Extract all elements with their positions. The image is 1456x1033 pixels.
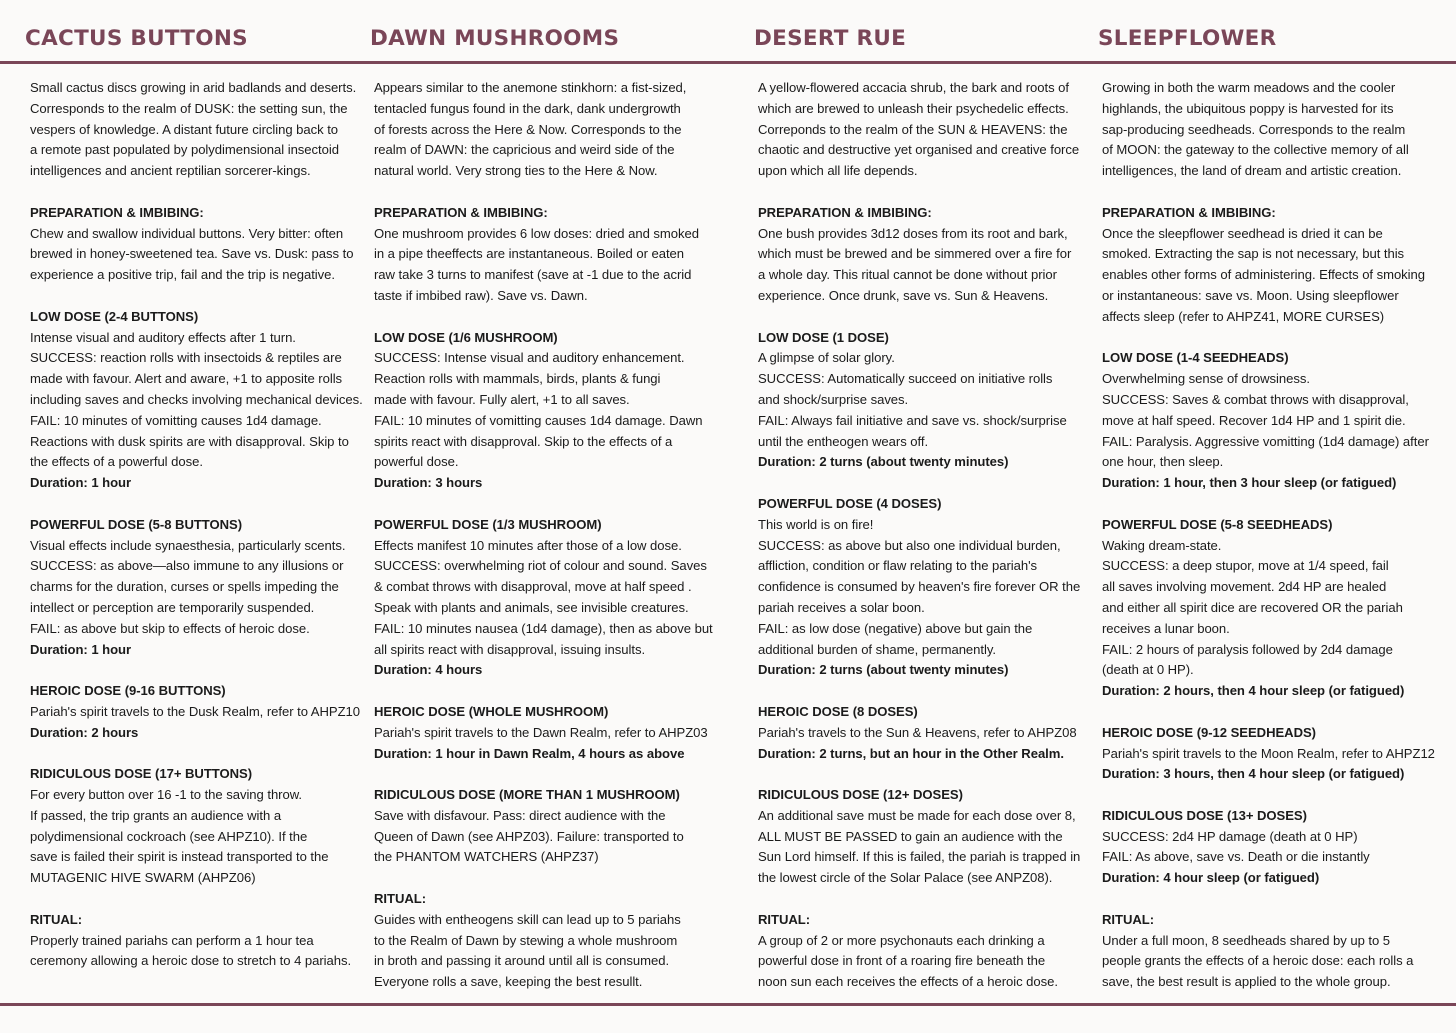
column-body <box>1102 78 1436 1014</box>
text-line: Pariah's spirit travels to the Dawn Realm, refer to AHPZ03 <box>374 724 708 740</box>
text-line: A group of 2 or more psychonauts each drinking a <box>758 932 1045 948</box>
text-line: If passed, the trip grants an audience with a <box>30 807 282 823</box>
text-line: & combat throws with disapproval, move at half speed . <box>374 579 692 595</box>
section-heroic <box>1102 723 1436 785</box>
text-line: experience. Once drunk, save vs. Sun & Heavens. <box>758 287 1049 303</box>
section-heroic <box>30 681 364 743</box>
text-line: Corresponds to the realm of DUSK: the setting sun, the <box>30 100 348 116</box>
section-heading: POWERFUL DOSE (4 DOSES) <box>758 495 942 511</box>
text-line: Intense visual and auditory effects after 1 turn. <box>30 329 296 345</box>
text-line: in a pipe theeffects are instantaneous. Boiled or eaten <box>374 246 685 262</box>
text-line: sap-producing seedheads. Corresponds to the realm <box>1102 121 1406 137</box>
section-prep <box>758 203 1092 307</box>
text-line: experience a positive trip, fail and the trip is negative. <box>30 267 335 283</box>
text-line: FAIL: as above but skip to effects of heroic dose. <box>30 620 310 636</box>
text-line: made with favour. Alert and aware, +1 to apposite rolls <box>30 371 343 387</box>
text-line: FAIL: As above, save vs. Death or die instantly <box>1102 849 1370 865</box>
section-prep <box>30 203 364 286</box>
text-line: Reactions with dusk spirits are with disapproval. Skip to <box>30 433 349 449</box>
text-line: intellect or perception are temporarily suspended. <box>30 599 315 615</box>
text-line: or instantaneous: save vs. Moon. Using sleepflower <box>1102 287 1399 303</box>
text-line: SUCCESS: as above—also immune to any illusions or <box>30 558 344 574</box>
text-line: Correponds to the realm of the SUN & HEAVENS: the <box>758 121 1068 137</box>
text-line: including saves and checks involving mechanical devices. <box>30 391 363 407</box>
section-heading: LOW DOSE (1 DOSE) <box>758 329 889 345</box>
section-heading: LOW DOSE (2-4 BUTTONS) <box>30 308 199 324</box>
text-line: and shock/surprise saves. <box>758 391 909 407</box>
text-line: SUCCESS: as above but also one individual burden, <box>758 537 1061 553</box>
text-line: noon sun each receives the effects of a heroic dose. <box>758 974 1058 990</box>
text-line: intelligences, the land of dream and artistic creation. <box>1102 163 1402 179</box>
section-low <box>758 328 1092 474</box>
text-line: FAIL: as low dose (negative) above but gain the <box>758 620 1033 636</box>
text-line: Waking dream-state. <box>1102 537 1222 553</box>
section-heading: RITUAL: <box>30 911 83 927</box>
text-line: Pariah's spirit travels to the Dusk Realm, refer to AHPZ10 <box>30 703 360 719</box>
text-line: Visual effects include synaesthesia, particularly scents. <box>30 537 346 553</box>
duration-line: Duration: 4 hours <box>374 662 483 678</box>
text-line: the lowest circle of the Solar Palace (see ANPZ08). <box>758 870 1053 886</box>
section-ridiculous <box>758 785 1092 889</box>
section-prep <box>374 203 708 307</box>
text-line: powerful dose. <box>374 454 459 470</box>
text-line: A glimpse of solar glory. <box>758 350 895 366</box>
text-line: smoked. Extracting the sap is not necessary, but this <box>1102 246 1405 262</box>
text-line: Save with disfavour. Pass: direct audience with the <box>374 807 666 823</box>
text-line: (death at 0 HP). <box>1102 662 1194 678</box>
text-line: realm of DAWN: the capricious and weird side of the <box>374 142 675 158</box>
text-line: Chew and swallow individual buttons. Very bitter: often <box>30 225 344 241</box>
text-line: FAIL: 10 minutes of vomitting causes 1d4 damage. <box>30 412 322 428</box>
text-line: charms for the duration, curses or spells impeding the <box>30 579 339 595</box>
text-line: Properly trained pariahs can perform a 1 hour tea <box>30 932 314 948</box>
section-ridiculous <box>30 764 364 889</box>
text-line: move at half speed. Recover 1d4 HP and 1 spirit die. <box>1102 412 1406 428</box>
text-line: SUCCESS: a deep stupor, move at 1/4 speed, fail <box>1102 558 1389 574</box>
text-line: Queen of Dawn (see AHPZ03). Failure: transported to <box>374 828 684 844</box>
text-line: SUCCESS: Intense visual and auditory enhancement. <box>374 350 685 366</box>
text-line: MUTAGENIC HIVE SWARM (AHPZ06) <box>30 870 256 886</box>
section-ridiculous <box>1102 806 1436 889</box>
text-line: SUCCESS: Automatically succeed on initiative rolls <box>758 371 1053 387</box>
duration-line: Duration: 2 hours, then 4 hour sleep (or fatigued) <box>1102 683 1405 699</box>
text-line: One bush provides 3d12 doses from its root and bark, <box>758 225 1068 241</box>
section-heroic <box>758 702 1092 764</box>
text-line: enables other forms of administering. Effects of smoking <box>1102 267 1426 283</box>
section-powerful <box>1102 515 1436 702</box>
text-line: SUCCESS: Saves & combat throws with disapproval, <box>1102 391 1409 407</box>
section-heading: PREPARATION & IMBIBING: <box>30 204 204 220</box>
section-heading: POWERFUL DOSE (5-8 SEEDHEADS) <box>1102 516 1333 532</box>
column-title: DAWN MUSHROOMS <box>370 26 620 51</box>
text-line: which must be brewed and be simmered over a fire for <box>758 246 1072 262</box>
text-line: FAIL: Paralysis. Aggressive vomitting (1d4 damage) after <box>1102 433 1429 449</box>
text-line: of MOON: the gateway to the collective memory of all <box>1102 142 1409 158</box>
duration-line: Duration: 2 hours <box>30 724 139 740</box>
section-heading: RITUAL: <box>1102 911 1155 927</box>
text-line: Growing in both the warm meadows and the cooler <box>1102 80 1396 95</box>
text-line: spirits react with disapproval. Skip to the effects of a <box>374 433 673 449</box>
text-line: affects sleep (refer to AHPZ41, MORE CURSES) <box>1102 308 1385 324</box>
text-line: raw take 3 turns to manifest (save at -1 due to the acrid <box>374 267 692 283</box>
text-line: Reaction rolls with mammals, birds, plants & fungi <box>374 371 661 387</box>
text-line: FAIL: 10 minutes of vomitting causes 1d4 damage. Dawn <box>374 412 703 428</box>
section-heading: RIDICULOUS DOSE (MORE THAN 1 MUSHROOM) <box>374 787 680 803</box>
text-line: to the Realm of Dawn by stewing a whole mushroom <box>374 932 678 948</box>
text-line: the PHANTOM WATCHERS (AHPZ37) <box>374 849 599 865</box>
text-line: taste if imbibed raw). Save vs. Dawn. <box>374 287 588 303</box>
section-powerful <box>30 515 364 661</box>
text-line: chaotic and destructive yet organised and creative force <box>758 142 1080 158</box>
text-line: the effects of a powerful dose. <box>30 454 203 470</box>
text-line: people grants the effects of a heroic dose: each rolls a <box>1102 953 1414 969</box>
text-line: affliction, condition or flaw relating to the pariah's <box>758 558 1038 574</box>
text-line: Everyone rolls a save, keeping the best resullt. <box>374 974 643 990</box>
section-heading: RITUAL: <box>374 891 427 907</box>
text-line: A yellow-flowered accacia shrub, the bark and roots of <box>758 80 1069 95</box>
text-line: made with favour. Fully alert, +1 to all saves. <box>374 391 630 407</box>
text-line: receives a lunar boon. <box>1102 620 1230 636</box>
text-line: SUCCESS: 2d4 HP damage (death at 0 HP) <box>1102 828 1358 844</box>
text-line: vespers of knowledge. A distant future circling back to <box>30 121 339 137</box>
text-line: confidence is consumed by heaven's fire forever OR the <box>758 579 1081 595</box>
section-intro <box>758 78 1092 182</box>
text-line: Sun Lord himself. If this is failed, the pariah is trapped in <box>758 849 1081 865</box>
section-heading: RIDICULOUS DOSE (17+ BUTTONS) <box>30 766 253 782</box>
section-heading: LOW DOSE (1-4 SEEDHEADS) <box>1102 350 1289 366</box>
column-title: DESERT RUE <box>754 26 907 51</box>
section-ritual <box>1102 910 1436 993</box>
column-body <box>374 78 713 1014</box>
text-line: ALL MUST BE PASSED to gain an audience with the <box>758 828 1063 844</box>
text-line: natural world. Very strong ties to the Here & Now. <box>374 163 658 179</box>
text-line: and either all spirit dice are recovered OR the pariah <box>1102 599 1403 615</box>
text-line: which are brewed to unleash their psychedelic effects. <box>758 100 1069 116</box>
text-line: Effects manifest 10 minutes after those of a low dose. <box>374 537 682 553</box>
duration-line: Duration: 2 turns (about twenty minutes) <box>758 662 1009 678</box>
section-heading: POWERFUL DOSE (5-8 BUTTONS) <box>30 516 243 532</box>
duration-line: Duration: 3 hours, then 4 hour sleep (or fatigued) <box>1102 766 1405 782</box>
duration-line: Duration: 2 turns (about twenty minutes) <box>758 454 1009 470</box>
duration-line: Duration: 1 hour in Dawn Realm, 4 hours as above <box>374 745 685 761</box>
duration-line: Duration: 2 turns, but an hour in the Other Realm. <box>758 745 1064 761</box>
section-intro <box>374 78 708 182</box>
text-line: One mushroom provides 6 low doses: dried and smoked <box>374 225 699 241</box>
duration-line: Duration: 1 hour, then 3 hour sleep (or fatigued) <box>1102 475 1397 491</box>
section-heading: RIDICULOUS DOSE (12+ DOSES) <box>758 787 963 803</box>
section-intro <box>1102 78 1436 182</box>
text-line: Guides with entheogens skill can lead up to 5 pariahs <box>374 911 681 927</box>
text-line: a whole day. This ritual cannot be done without prior <box>758 267 1057 283</box>
text-line: An additional save must be made for each dose over 8, <box>758 807 1076 823</box>
section-low <box>374 328 708 494</box>
text-line: save is failed their spirit is instead transported to the <box>30 849 329 865</box>
text-line: tentacled fungus found in the dark, dank undergrowth <box>374 100 681 116</box>
text-line: This world is on fire! <box>758 516 874 532</box>
section-heading: HEROIC DOSE (9-16 BUTTONS) <box>30 683 226 699</box>
column-title: SLEEPFLOWER <box>1098 26 1277 51</box>
duration-line: Duration: 4 hour sleep (or fatigued) <box>1102 870 1320 886</box>
section-ritual <box>30 910 364 972</box>
text-line: Pariah's travels to the Sun & Heavens, refer to AHPZ08 <box>758 724 1077 740</box>
section-heading: RIDICULOUS DOSE (13+ DOSES) <box>1102 807 1307 823</box>
section-heading: HEROIC DOSE (8 DOSES) <box>758 703 918 719</box>
duration-line: Duration: 1 hour <box>30 641 132 657</box>
top-rule <box>0 61 1456 64</box>
text-line: all spirits react with disapproval, issuing insults. <box>374 641 646 657</box>
text-line: FAIL: 2 hours of paralysis followed by 2d4 damage <box>1102 641 1393 657</box>
text-line: one hour, then sleep. <box>1102 454 1224 470</box>
section-powerful <box>758 494 1092 681</box>
text-line: FAIL: Always fail initiative and save vs. shock/surprise <box>758 412 1067 428</box>
text-line: SUCCESS: reaction rolls with insectoids & reptiles are <box>30 350 342 366</box>
section-heading: HEROIC DOSE (WHOLE MUSHROOM) <box>374 703 609 719</box>
column-body <box>30 78 364 993</box>
column-title: CACTUS BUTTONS <box>25 26 248 51</box>
section-heading: LOW DOSE (1/6 MUSHROOM) <box>374 329 558 345</box>
text-line: Overwhelming sense of drowsiness. <box>1102 371 1310 387</box>
text-line: of forests across the Here & Now. Corresponds to the <box>374 121 682 137</box>
text-line: FAIL: 10 minutes nausea (1d4 damage), then as above but <box>374 620 713 636</box>
text-line: For every button over 16 -1 to the saving throw. <box>30 787 302 803</box>
text-line: intelligences and ancient reptilian sorcerer-kings. <box>30 163 311 179</box>
text-line: Once the sleepflower seedhead is dried it can be <box>1102 225 1383 241</box>
text-line: highlands, the ubiquitous poppy is harvested for its <box>1102 100 1394 116</box>
text-line: all saves involving movement. 2d4 HP are healed <box>1102 579 1387 595</box>
text-line: additional burden of shame, permanently. <box>758 641 996 657</box>
text-line: powerful dose in front of a roaring fire beneath the <box>758 953 1046 969</box>
section-heading: POWERFUL DOSE (1/3 MUSHROOM) <box>374 516 602 532</box>
section-low <box>30 307 364 494</box>
duration-line: Duration: 3 hours <box>374 475 483 491</box>
text-line: Under a full moon, 8 seedheads shared by up to 5 <box>1102 932 1391 948</box>
section-ritual <box>374 889 708 993</box>
section-low <box>1102 348 1436 494</box>
text-line: Small cactus discs growing in arid badlands and deserts. <box>30 80 357 95</box>
text-line: a remote past populated by polydimensional insectoid <box>30 142 339 158</box>
section-intro <box>30 78 364 182</box>
text-line: save, the best result is applied to the whole group. <box>1102 974 1391 990</box>
text-line: Speak with plants and animals, see invisible creatures. <box>374 599 689 615</box>
duration-line: Duration: 1 hour <box>30 475 132 491</box>
text-line: in broth and passing it around until all is consumed. <box>374 953 670 969</box>
section-ritual <box>758 910 1092 993</box>
section-prep <box>1102 203 1436 328</box>
text-line: ceremony allowing a heroic dose to stretch to 4 pariahs. <box>30 953 352 969</box>
section-heading: PREPARATION & IMBIBING: <box>1102 204 1276 220</box>
section-heading: PREPARATION & IMBIBING: <box>758 204 932 220</box>
text-line: upon which all life depends. <box>758 163 918 179</box>
text-line: pariah receives a solar boon. <box>758 599 925 615</box>
section-powerful <box>374 515 713 681</box>
text-line: SUCCESS: overwhelming riot of colour and sound. Saves <box>374 558 707 574</box>
text-line: Appears similar to the anemone stinkhorn: a fist-sized, <box>374 80 687 95</box>
text-line: Pariah's spirit travels to the Moon Realm, refer to AHPZ12 <box>1102 745 1435 761</box>
column-body <box>758 78 1092 1014</box>
text-line: brewed in honey-sweetened tea. Save vs. Dusk: pass to <box>30 246 354 262</box>
section-heading: RITUAL: <box>758 911 811 927</box>
text-line: polydimensional cockroach (see AHPZ10). If the <box>30 828 308 844</box>
section-heroic <box>374 702 708 764</box>
section-ridiculous <box>374 785 708 868</box>
text-line: until the entheogen wears off. <box>758 433 929 449</box>
section-heading: HEROIC DOSE (9-12 SEEDHEADS) <box>1102 724 1316 740</box>
section-heading: PREPARATION & IMBIBING: <box>374 204 548 220</box>
